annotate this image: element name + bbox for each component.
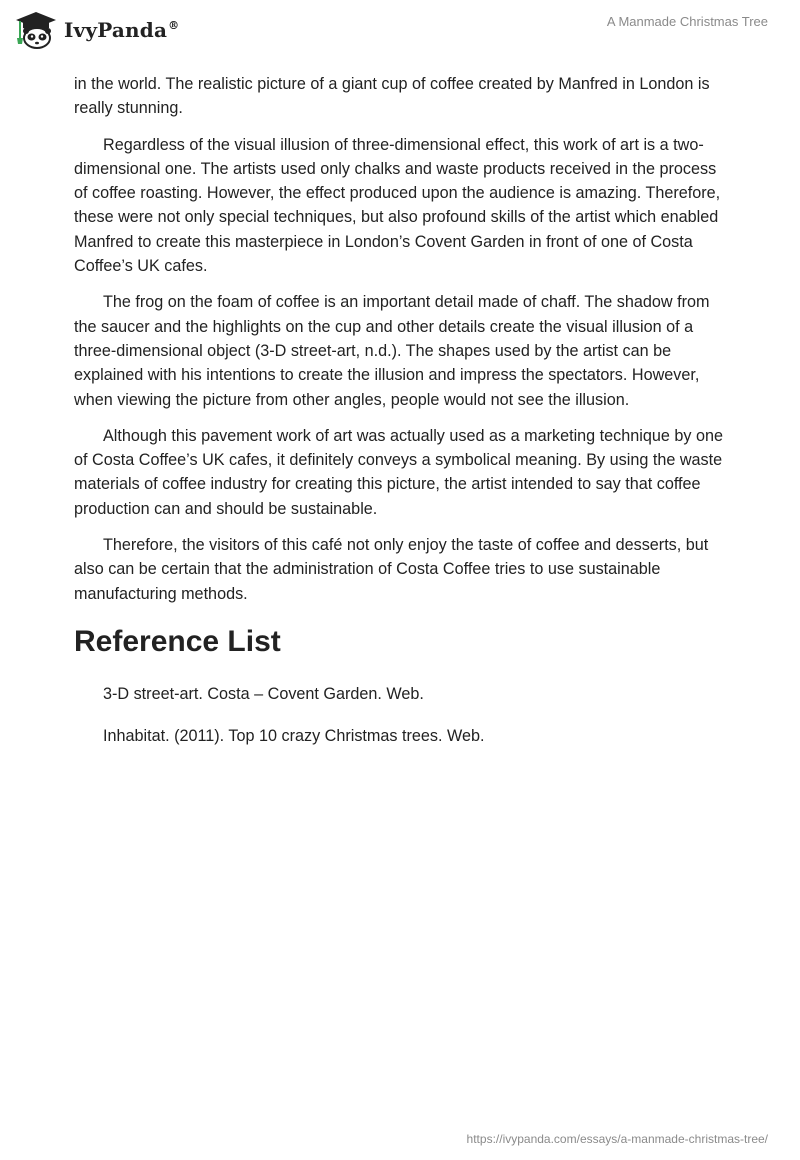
page-header — [0, 0, 800, 70]
paragraph: The frog on the foam of coffee is an important detail made of chaff. The shadow from the saucer and the highlights on the cup and other details create the visual illusion of a three-dimensional object (3-D street-art, n.d.). The shapes used by the artist can be explained with his intentions to create the illusion and impress the spectators. However, when viewing the picture from other angles, people would not see the illusion. — [74, 293, 710, 409]
paragraph: Although this pavement work of art was actually used as a marketing technique by one of Costa Coffee’s UK cafes, it definitely conveys a symbolical meaning. By using the waste materials of coffee industry for creating this picture, the artist intended to say that coffee production can and should be sustainable. — [74, 426, 723, 518]
paragraph: Therefore, the visitors of this café not only enjoy the taste of coffee and desserts, but also can be certain that the administration of Costa Coffee tries to use sustainable manufacturing methods. — [74, 536, 709, 603]
essay-content — [74, 72, 730, 767]
paragraph-continuation: in the world. The realistic picture of a giant cup of coffee created by Manfred in London is really stunning. — [74, 75, 710, 118]
source-url[interactable]: https://ivypanda.com/essays/a-manmade-christmas-tree/ — [466, 1132, 768, 1146]
brand-name: IvyPanda® — [64, 18, 180, 42]
reference-list-heading: Reference List — [74, 624, 281, 658]
reference-item: 3-D street-art. Costa – Covent Garden. Web. — [103, 684, 424, 703]
reference-item: Inhabitat. (2011). Top 10 crazy Christmas trees. Web. — [103, 727, 485, 746]
paragraph: Regardless of the visual illusion of three-dimensional effect, this work of art is a two-dimensional one. The artists used only chalks and waste products received in the process of coffee roasting. However, the effect produced upon the audience is amazing. Therefore, these were not only special techniques, but also profound skills of the artist which enabled Manfred to create this masterpiece in London’s Covent Garden in front of one of Costa Coffee’s UK cafes. — [74, 135, 721, 276]
panda-graduate-icon — [14, 10, 58, 50]
document-title: A Manmade Christmas Tree — [606, 14, 768, 29]
brand-logo[interactable] — [14, 10, 179, 50]
